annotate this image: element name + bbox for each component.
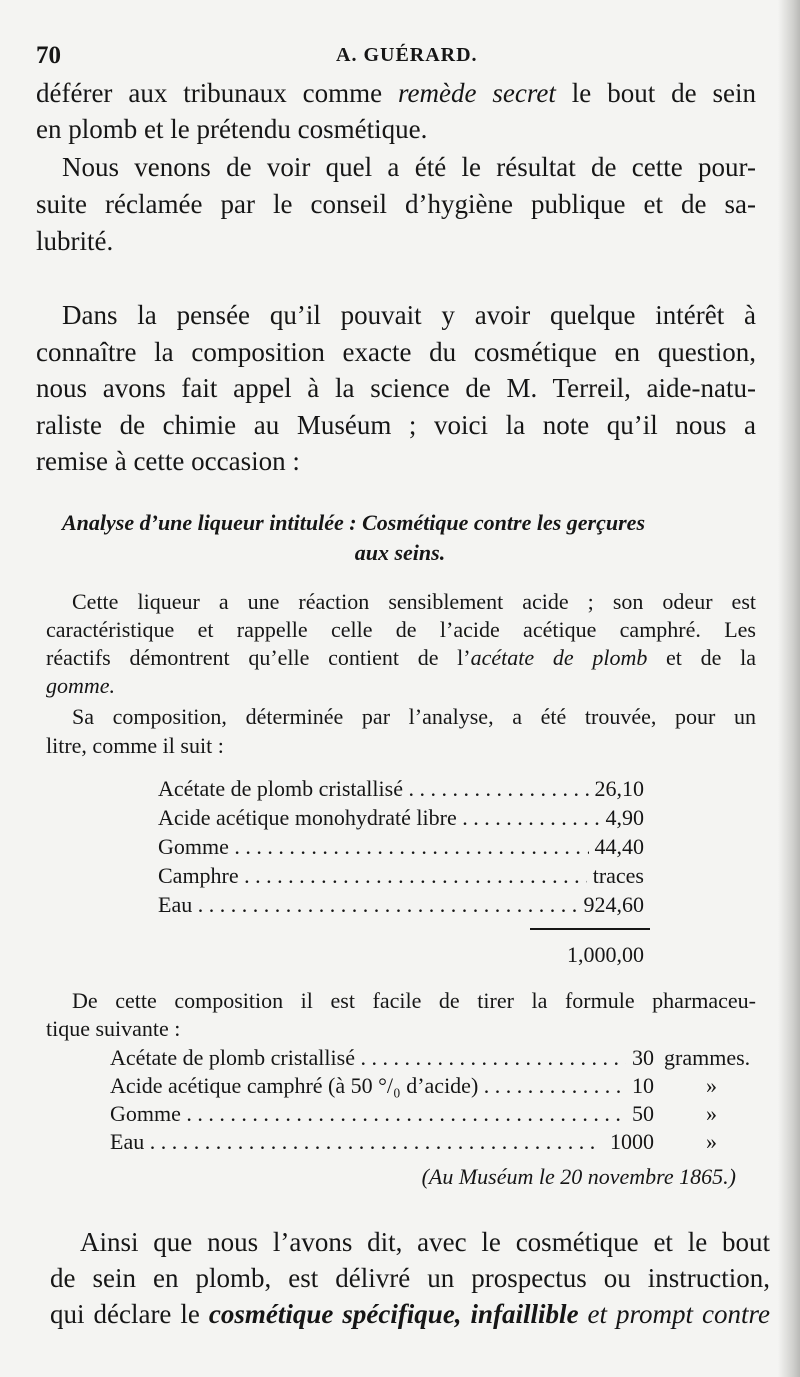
running-title: A. GUÉRARD. xyxy=(336,44,478,66)
text-line: nous avons fait appel à la science de M. Terreil, aide-natu- xyxy=(36,373,756,403)
composition-total: 1,000,00 xyxy=(567,942,644,967)
text-line: litre, comme il suit : xyxy=(46,733,224,758)
formula-unit: » xyxy=(706,1101,717,1126)
text-line: qui déclare le cosmétique spécifique, infaillible et prompt contre xyxy=(50,1299,770,1329)
composition-row: Eau . . . 924,60 xyxy=(158,892,644,918)
page-header xyxy=(36,42,756,72)
text-line: raliste de chimie au Muséum ; voici la note qu’il nous a xyxy=(36,410,756,440)
analysis-title: Analyse d’une liqueur intitulée : Cosmétique contre les gerçures xyxy=(62,510,646,535)
formula-unit: » xyxy=(706,1129,717,1154)
text-line: en plomb et le prétendu cosmétique. xyxy=(36,114,428,144)
text-line: Nous venons de voir quel a été le résultat de cette pour- xyxy=(62,152,756,182)
text-line: connaître la composition exacte du cosmétique en question, xyxy=(36,337,756,367)
composition-row: Acétate de plomb cristallisé . . . 26,10 xyxy=(158,776,644,802)
formula-row: Gomme . . . 50 xyxy=(110,1101,654,1127)
text-line: Cette liqueur a une réaction sensiblement acide ; son odeur est xyxy=(72,589,756,614)
formula-row: Acide acétique camphré (à 50 °/₀ d’acide) . . . 10 xyxy=(110,1073,654,1099)
text-line: remise à cette occasion : xyxy=(36,446,300,476)
total-rule xyxy=(530,928,650,930)
text-line: gomme. xyxy=(46,673,116,698)
signature-line: (Au Muséum le 20 novembre 1865.) xyxy=(421,1164,736,1189)
text-line: Sa composition, déterminée par l’analyse, a été trouvée, pour un xyxy=(72,704,756,729)
composition-row: Acide acétique monohydraté libre . . . 4,90 xyxy=(158,805,644,831)
analysis-title: aux seins. xyxy=(354,540,446,565)
page-gutter-shadow xyxy=(778,0,800,1377)
text-line: de sein en plomb, est délivré un prospectus ou instruction, xyxy=(50,1263,770,1293)
formula-unit: » xyxy=(706,1073,717,1098)
page-number: 70 xyxy=(36,42,61,69)
formula-row: Acétate de plomb cristallisé . . . 30 xyxy=(110,1045,654,1071)
formula-row: Eau . . . 1000 xyxy=(110,1129,654,1155)
text-line: Ainsi que nous l’avons dit, avec le cosmétique et le bout xyxy=(80,1227,770,1257)
text-line: caractéristique et rappelle celle de l’acide acétique camphré. Les xyxy=(46,617,756,642)
text-line: lubrité. xyxy=(36,226,114,256)
text-line: De cette composition il est facile de tirer la formule pharmaceu- xyxy=(72,988,756,1013)
composition-row: Gomme . . . 44,40 xyxy=(158,834,644,860)
text-line: déférer aux tribunaux comme remède secret le bout de sein xyxy=(36,78,757,108)
text-line: tique suivante : xyxy=(46,1016,181,1041)
formula-unit: grammes. xyxy=(664,1045,751,1070)
composition-row: Camphre . . . traces xyxy=(158,863,644,889)
text-line: suite réclamée par le conseil d’hygiène publique et de sa- xyxy=(36,189,756,219)
text-line: réactifs démontrent qu’elle contient de l’acétate de plomb et de la xyxy=(46,645,756,670)
text-line: Dans la pensée qu’il pouvait y avoir quelque intérêt à xyxy=(62,300,756,330)
